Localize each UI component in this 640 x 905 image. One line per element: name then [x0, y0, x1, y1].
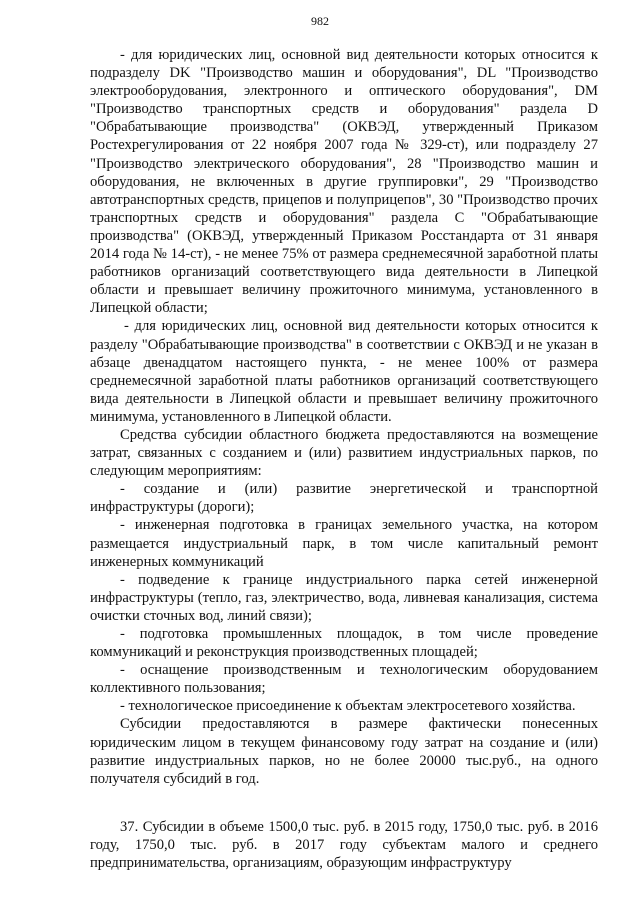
- paragraph-subsidy-purpose: Средства субсидии областного бюджета предоставляются на возмещение затрат, связанных с созданием и (или) развитием индустриальных парков, по следующим мероприятиям:: [90, 426, 598, 480]
- list-item-equipment: - оснащение производственным и технологическим оборудованием коллективного пользования;: [90, 662, 598, 697]
- list-item-grid-connection: - технологическое присоединение к объектам электросетевого хозяйства.: [120, 698, 576, 715]
- list-item-utility-networks: - подведение к границе индустриального парка сетей инженерной инфраструктуры (тепло, газ, электричество, вода, ливневая канализация, система очистки сточных вод, линий связи);: [90, 571, 598, 624]
- list-item-engineering-prep: - инженерная подготовка в границах земельного участка, на котором размещается индустриальный парк, в том числе капитальный ремонт инженерных коммуникаций: [90, 517, 598, 570]
- paragraph-bullet-manufacturing-75: - для юридических лиц, основной вид деятельности которых относится к подразделу DK "Производство машин и оборудования", DL "Производство электрооборудования, электронного и оптического оборудования", DM "Производство транспортных средств и оборудования" раздела D "Обрабатывающие производства" (ОКВЭД, утвержденный Приказом Ростехрегулирования от 22 ноября 2007 года № 329-ст), или подразделу 27 "Производство электрического оборудования", 28 "Производство машин и оборудования, не включенных в другие группировки", 29 "Производство автотранспортных средств, прицепов и полуприцепов", 30 "Производство прочих транспортных средств и оборудования" раздела C "Обрабатывающие производства" (ОКВЭД, утвержденный Приказом Росстандарта от 31 января 2014 года № 14-ст), - не менее 75% от размера среднемесячной заработной платы работников организаций соответствующего вида деятельности в Липецкой области и превышает величину прожиточного минимума, установленного в Липецкой области;: [90, 47, 598, 317]
- list-item-energy-transport: - создание и (или) развитие энергетической и транспортной инфраструктуры (дороги);: [90, 481, 598, 516]
- page-number: 982: [311, 14, 329, 28]
- list-item-industrial-sites: - подготовка промышленных площадок, в том числе проведение коммуникаций и реконструкция производственных площадей;: [90, 626, 598, 661]
- paragraph-bullet-manufacturing-100: - для юридических лиц, основной вид деятельности которых относится к разделу "Обрабатывающие производства" в соответствии с ОКВЭД и не указан в абзаце двенадцатом настоящего пункта, - не менее 100% от размера среднемесячной заработной платы работников организаций соответствующего вида деятельности в Липецкой области и превышает величину прожиточного минимума, установленного в Липецкой области.: [90, 318, 598, 425]
- paragraph-subsidy-limit: Субсидии предоставляются в размере фактически понесенных юридическим лицом в текущем финансовому году затрат на создание и (или) развитие индустриальных парков, но не более 20000 тыс.руб., на одного получателя субсидий в год.: [90, 716, 598, 787]
- paragraph-item-37: 37. Субсидии в объеме 1500,0 тыс. руб. в 2015 году, 1750,0 тыс. руб. в 2016 году, 1750,0 тыс. руб. в 2017 году субъектам малого и среднего предпринимательства, организациям, образующим инфраструктуру: [90, 818, 598, 872]
- document-body: [90, 46, 598, 872]
